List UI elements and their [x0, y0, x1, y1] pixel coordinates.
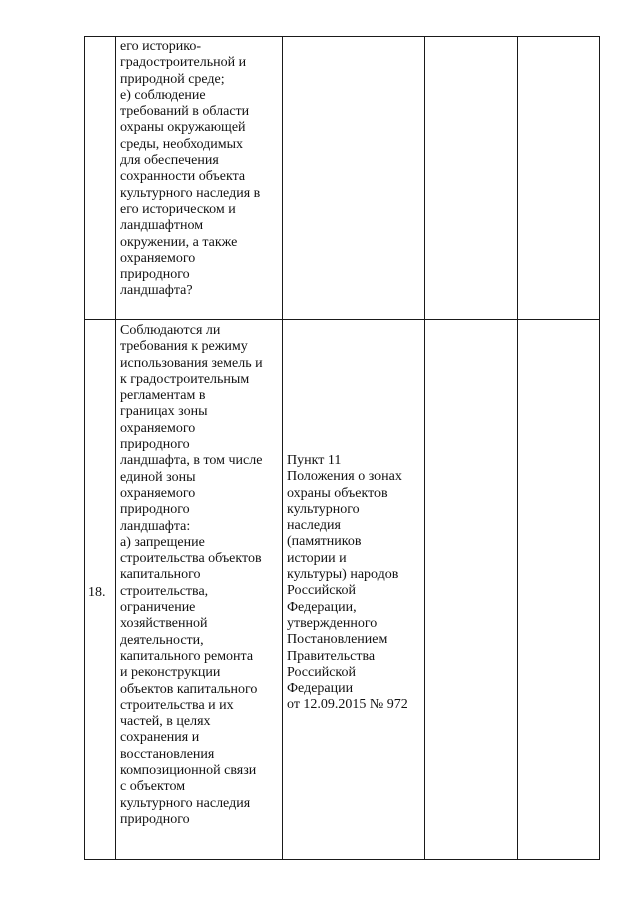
question-text: Соблюдаются ли требования к режиму использования земель и к градостроительным регламентам в границах зоны охраняемого природного ландшафта, в том числе единой зоны охраняемого природного ландшафта: а) запрещение строительства объектов капитального строительства, ограничение хозяйственной деятельности, капитального ремонта и реконструкции объектов капитального строительства и их частей, в целях сохранения и восстановления композиционной связи с объектом культурного наследия природного — [120, 323, 263, 827]
table-border-right — [599, 36, 600, 860]
column-divider — [424, 36, 425, 860]
table-border-bottom — [84, 859, 600, 860]
row-divider — [84, 319, 600, 320]
requirements-table — [84, 36, 600, 860]
column-divider — [517, 36, 518, 860]
table-border-left — [84, 36, 85, 860]
row-number: 18. — [88, 585, 106, 600]
column-divider — [282, 36, 283, 860]
continued-question-text: его историко- градостроительной и природной среде; е) соблюдение требований в области охраны окружающей среды, необходимых для обеспечения сохранности объекта культурного наследия в его историческом и ландшафтном окружении, а также охраняемого природного ландшафта? — [120, 39, 261, 299]
legal-reference: Пункт 11 Положения о зонах охраны объектов культурного наследия (памятников истории и культуры) народов Российской Федерации, утвержденного Постановлением Правительства Российской Федерации от 12.09.2015 № 972 — [287, 453, 408, 713]
table-border-top — [84, 36, 600, 37]
column-divider — [115, 36, 116, 860]
